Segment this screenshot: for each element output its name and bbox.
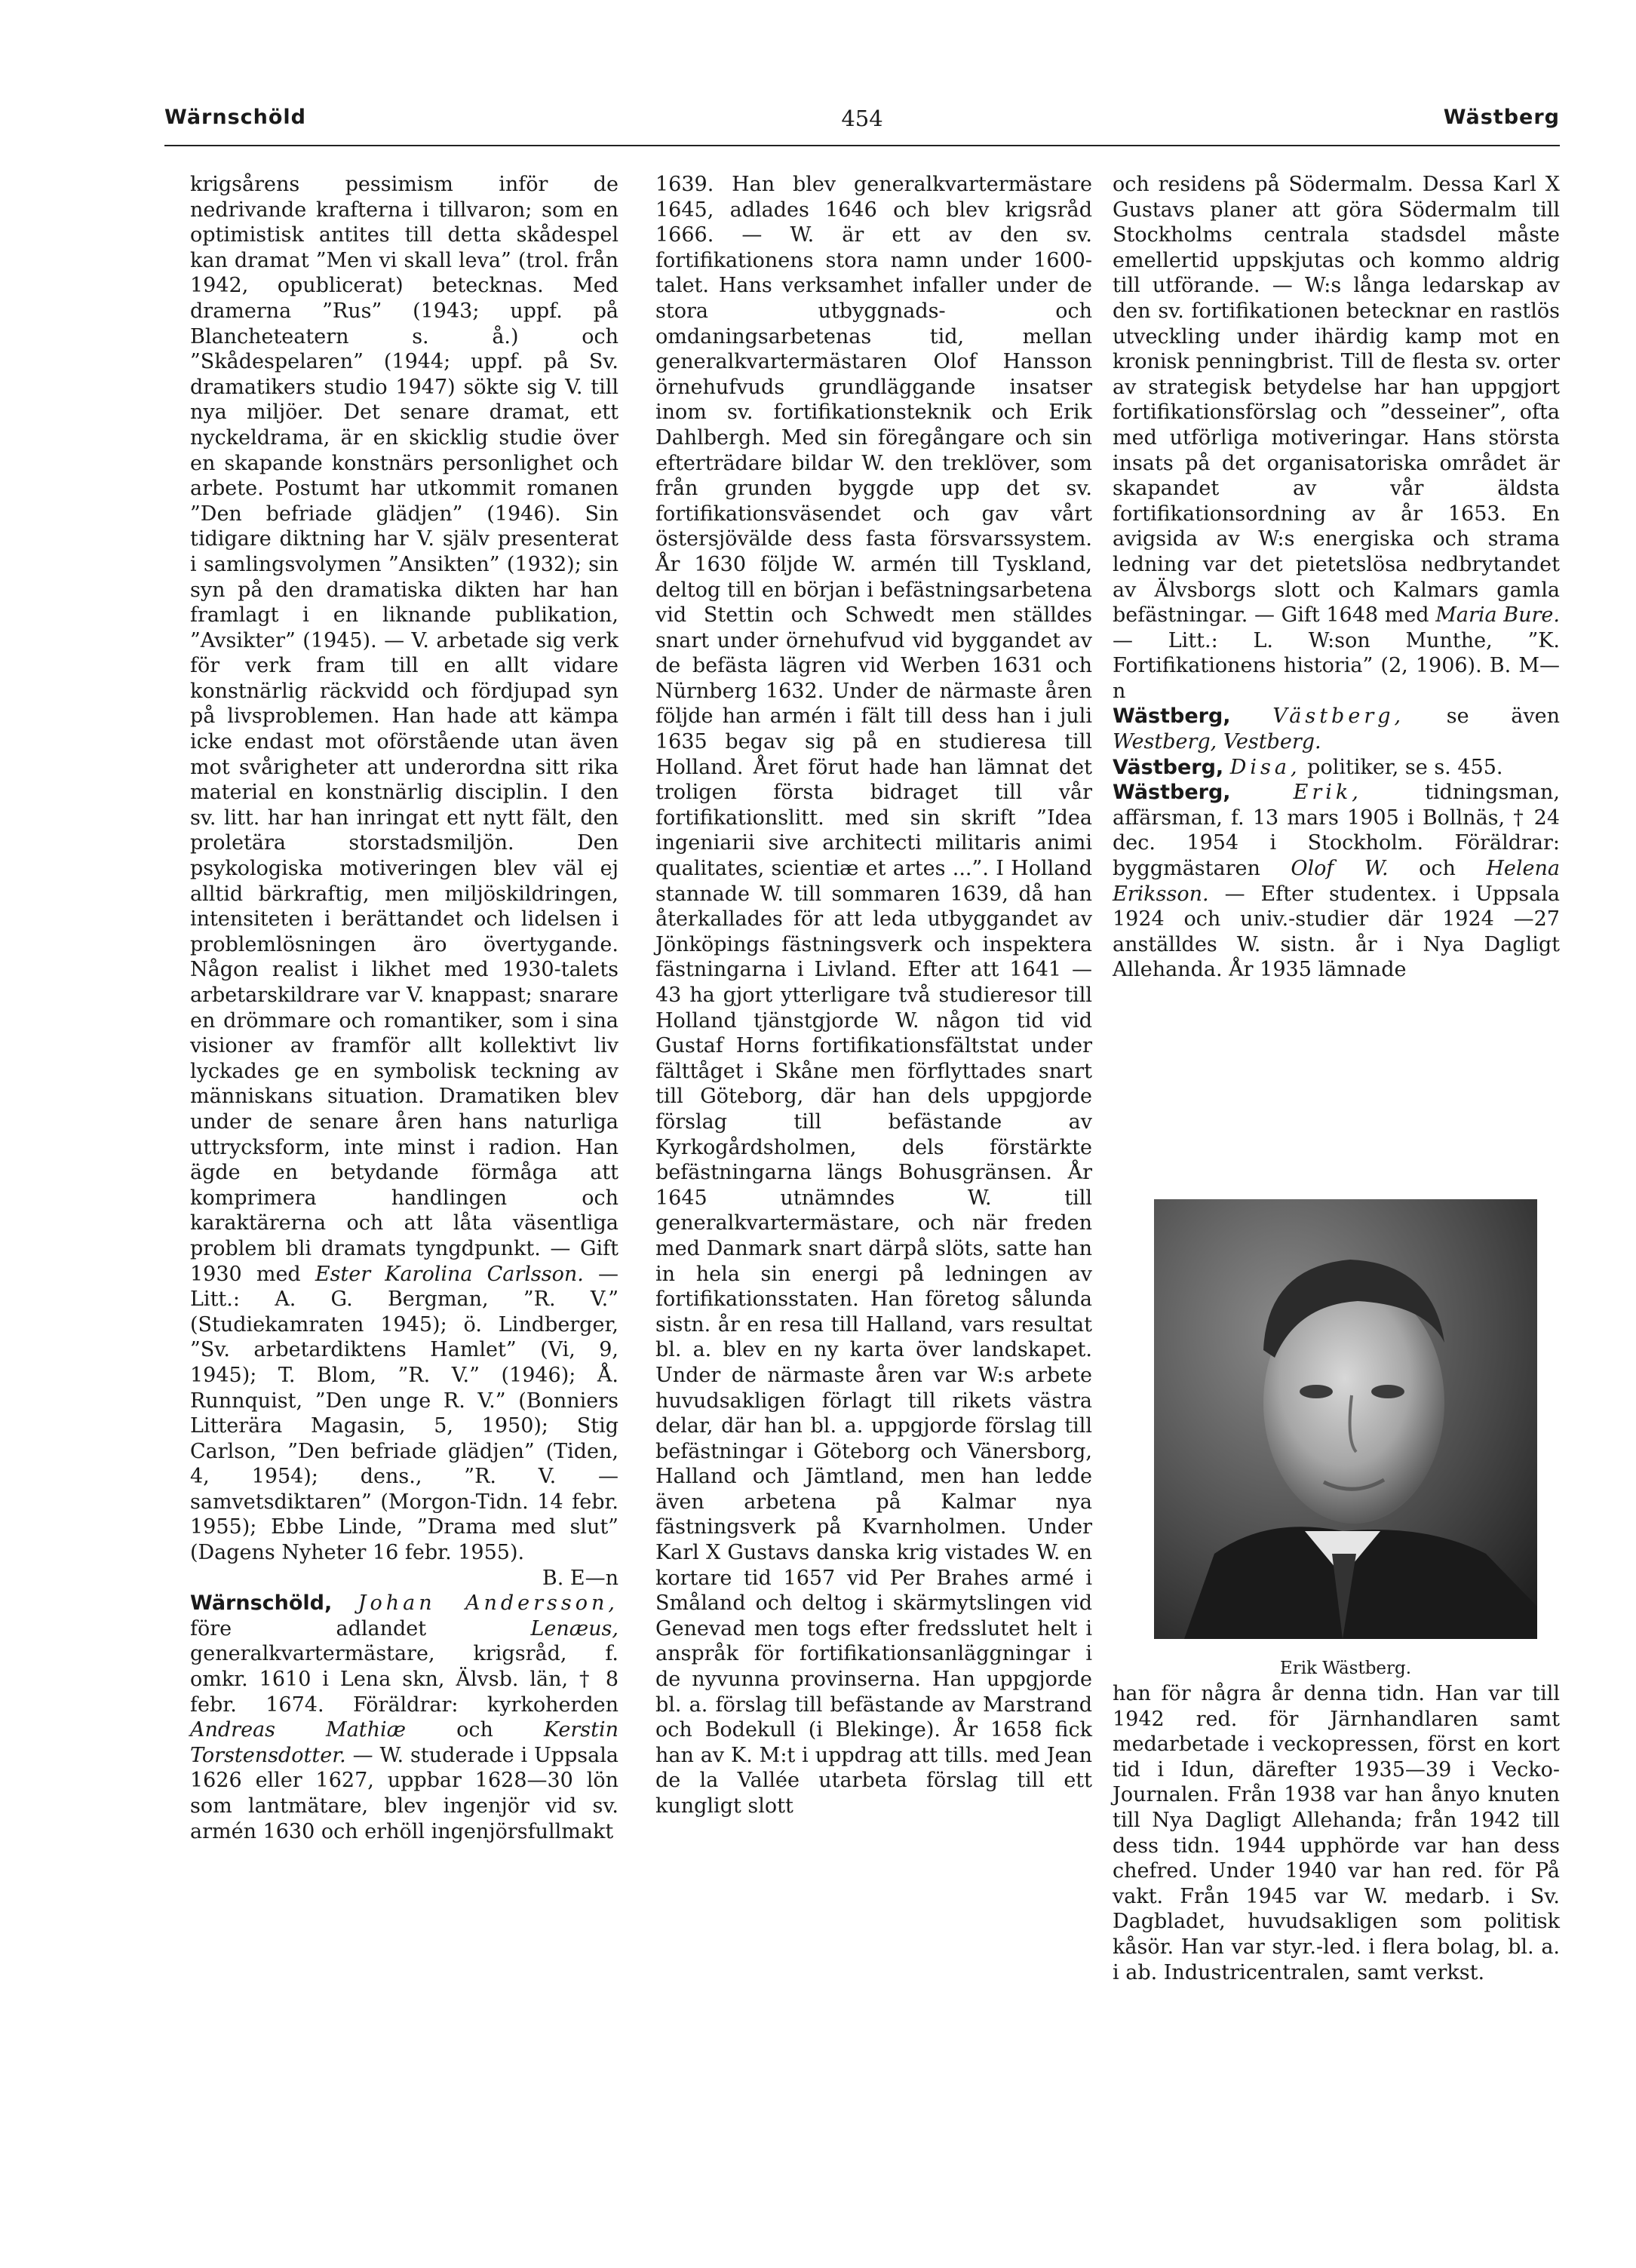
entry-warnschold-johan <box>190 1591 618 1844</box>
column-3 <box>1113 172 1560 983</box>
mother-name: Helena Eriksson. <box>1113 857 1560 906</box>
body-text: generalkvartermästare, krigsråd, f. omkr. 1610 i Lena skn, Älvsb. län, † 8 febr. 1674. Föräldrar: kyrkoherden <box>190 1642 618 1717</box>
paragraph <box>1113 172 1560 704</box>
given-name: Johan Andersson, <box>358 1591 618 1616</box>
variant-name: Västberg, <box>1272 704 1405 729</box>
father-name: Andreas Mathiæ <box>190 1718 407 1742</box>
body-text: — W. studerade i Uppsala 1626 eller 1627, uppbar 1628—30 lön som lantmätare, blev ingenjör vid sv. armén 1630 och erhöll ingenjörsfullmakt <box>190 1743 618 1843</box>
former-name: Lenæus, <box>530 1616 618 1640</box>
variant-names: Westberg, Vestberg. <box>1113 730 1321 754</box>
column-1 <box>190 172 618 1844</box>
author-signature: B. E—n <box>542 1566 618 1590</box>
given-name: Disa, <box>1229 755 1301 779</box>
conjunction: och <box>456 1718 493 1742</box>
portrait-caption: Erik Wästberg. <box>1279 1659 1412 1678</box>
entry-wastberg-erik <box>1113 780 1560 983</box>
paragraph: han för några år denna tidn. Han var till 1942 red. för Järnhandlaren samt medarbetade i veckopressen, först en kort tid i Idun, därefter 1935—39 i Vecko-Journalen. Från 1938 var han ånyo knuten till Nya Dagligt Allehanda; från 1942 till dess tidn. 1944 upphörde var han dess chefred. Under 1940 var han red. för På vakt. Från 1945 var W. medarb. i Sv. Dagbladet, huvudsakligen som politisk kåsör. Han var styr.-led. i flera bolag, bl. a. i ab. Industricentralen, samt verkst. <box>1113 1682 1560 1984</box>
entry-headword: Wästberg, <box>1113 781 1231 805</box>
cross-reference <box>1113 755 1560 781</box>
cross-reference <box>1113 704 1560 754</box>
mother-name: Kerstin Torstensdotter. <box>190 1718 618 1767</box>
paragraph <box>190 172 618 1566</box>
page-number: 454 <box>841 106 883 131</box>
body-text: krigsårens pessimism inför de nedrivande krafterna i tillvaron; som en optimistisk antites till detta skådespel kan dramat ”Men vi skall leva” (trol. från 1942, opublicerat) betecknas. Med dramerna ”Rus” (1943; uppf. på Blancheteatern s. å.) och ”Skådespelaren” (1944; uppf. på Sv. dramatikers studio 1947) sökte sig V. till nya miljöer. Det senare dramat, ett nyckeldrama, är en skicklig studie över en skapande konstnärs personlighet och arbete. Postumt har utkommit romanen ”Den befriade glädjen” (1946). Sin tidigare diktning har V. själv presenterat i samlingsvolymen ”Ansikten” (1932); sin syn på den dramatiska dikten har han framlagt i en liknande publikation, ”Avsikter” (1945). — V. arbetade sig verk för verk fram till en allt vidare konstnärlig räckvidd och fördjupad syn på livsproblemen. Han hade att kämpa icke endast mot oförstående utan även mot svårigheter att underordna sitt rika material en konstnärlig disciplin. I den sv. litt. har han inringat ett nytt fält, den proletära storstadsmiljön. Den psykologiska motiveringen blev väl ej alltid bärkraftig, men miljöskildringen, intensiteten i berättandet och lidelsen i problemlösningen äro övertygande. Någon realist i likhet med 1930-talets arbetarskildrare var V. knappast; snarare en drömmare och romantiker, som i sina visioner av framför allt kollektivt liv lyckades ge en symbolisk teckning av människans situation. Dramatiken blev under de senare åren hans naturliga uttrycksform, inte minst i radion. Han ägde en betydande förmåga att komprimera handlingen och karaktärerna och att låta väsentliga problem bli dramats tyngdpunkt. — Gift 1930 med <box>190 173 618 1286</box>
portrait-photo <box>1154 1199 1537 1639</box>
body-text: tidningsman, affärsman, f. 13 mars 1905 i Bollnäs, † 24 dec. 1954 i Stockholm. Föräldrar: byggmästaren <box>1113 781 1560 881</box>
spouse-name: Ester Karolina Carlsson. <box>315 1262 584 1286</box>
body-text: politiker, se s. 455. <box>1307 755 1503 779</box>
running-head-right: Wästberg <box>1443 106 1560 129</box>
entry-headword: Wärnschöld, <box>190 1591 333 1616</box>
spouse-name: Maria Bure. <box>1435 603 1560 628</box>
conjunction: och <box>1419 857 1456 881</box>
column-3-continued <box>1113 1681 1560 1985</box>
portrait-figure <box>1154 1199 1537 1678</box>
entry-headword: Västberg, <box>1113 755 1224 779</box>
running-head-left: Wärnschöld <box>164 106 307 129</box>
paragraph: 1639. Han blev generalkvartermästare 1645, adlades 1646 och blev krigsråd 1666. — W. är ett av den sv. fortifikationens stora namn under 1600-talet. Hans verksamhet infaller under de stora utbyggnads- och omdaningsarbetenas tid, mellan generalkvartermästaren Olof Hansson örnehufvuds grundläggande insatser inom sv. fortifikationsteknik och Erik Dahlbergh. Med sin föregångare och sin efterträdare bildar W. den treklöver, som från grunden byggde upp det sv. fortifikationsväsendet och gav vårt östersjövälde dess fasta försvarssystem. År 1630 följde W. armén till Tyskland, deltog till en början i befästningsarbetena vid Stettin och Schwedt men ställdes snart under örnehufvud vid byggandet av de befästa lägren vid Werben 1631 och Nürnberg 1632. Under de närmaste åren följde han armén i fält till dess han i juli 1635 begav sig på en studieresa till Holland. Året förut hade han lämnat det troligen första bidraget till vår fortifikationslitt. med sin skrift ”Idea ingeniarii sive architecti militaris animi qualitates, scientiæ et artes ...”. I Holland stannade W. till sommaren 1639, då han återkallades för att leda utbyggandet av Jönköpings fästningsverk och inspektera fästningarna i Livland. Efter att 1641 —43 ha gjort ytterligare två studieresor till Holland tjänstgjorde W. någon tid vid Gustaf Horns fortifikationsfältstat under fälttåget i Skåne men förflyttades snart till Göteborg, där han dels uppgjorde förslag till befästande av Kyrkogårdsholmen, dels förstärkte befästningarna längs Bohusgränsen. År 1645 utnämndes W. till generalkvartermästare, och när freden med Danmark snart därpå slöts, satte han in hela sin energi på ledningen av fortifikationsstaten. Han företog sålunda sistn. år en resa till Halland, vars resultat bl. a. blev en ny karta över landskapet. Under de närmaste åren var W:s arbete huvudsakligen förlagt till rikets västra delar, där han bl. a. uppgjorde förslag till befästningar i Göteborg och Vänersborg, Halland och Jämtland, men han ledde även arbetena på Kalmar nya fästningsverk på Kvarnholmen. Under Karl X Gustavs danska krig vistades W. en kortare tid 1657 vid Per Brahes armé i Småland och deltog i skärmytslingen vid Genevad men togs efter fredsslutet helt i anspråk för fortifikationsanläggningar i de nyvunna provinserna. Han uppgjorde bl. a. förslag till befästande av Marstrand och Bodekull (i Blekinge). År 1658 fick han av K. M:t i uppdrag att tills. med Jean de la Vallée utarbeta förslag till ett kungligt slott <box>655 173 1092 1818</box>
given-name: Erik, <box>1293 781 1362 805</box>
body-text: se även <box>1446 704 1560 729</box>
entry-headword: Wästberg, <box>1113 704 1231 729</box>
column-2 <box>655 172 1092 1819</box>
body-text: och residens på Södermalm. Dessa Karl X Gustavs planer att göra Södermalm till Stockholms centrala stadsdel måste emellertid uppskjutas och kommo aldrig till utförande. — W:s långa ledarskap av den sv. fortifikationen betecknar en rastlös utveckling under ihärdig kamp mot en kronisk penningbrist. Till de flesta sv. orter av strategisk betydelse har han uppgjort fortifikationsförslag och ”desseiner”, ofta med utförliga motiveringar. Hans största insats på det organisatoriska området är skapandet av vår äldsta fortifikationsordning av år 1653. En avigsida av W:s energiska och strama ledning var det pietetslösa nedbrytandet av Älvsborgs slott och Kalmars gamla befästningar. — Gift 1648 med <box>1113 173 1560 628</box>
portrait-illustration <box>1154 1199 1537 1639</box>
page-header <box>164 106 1560 143</box>
header-rule <box>164 145 1560 146</box>
body-text: — Efter studentex. i Uppsala 1924 och univ.-studier där 1924 —27 anställdes W. sistn. år i Nya Dagligt Allehanda. År 1935 lämnade <box>1113 882 1560 982</box>
references-text: — Litt.: A. G. Bergman, ”R. V.” (Studiekamraten 1945); ö. Lindberger, ”Sv. arbetardiktens Hamlet” (Vi, 9, 1945); T. Blom, ”R. V.” (1946); Å. Runnquist, ”Den unge R. V.” (Bonniers Litterära Magasin, 5, 1950); Stig Carlson, ”Den befriade glädjen” (Tiden, 4, 1954); dens., ”R. V. — samvetsdiktaren” (Morgon-Tidn. 14 febr. 1955); Ebbe Linde, ”Drama med slut” (Dagens Nyheter 16 febr. 1955). <box>190 1262 618 1565</box>
body-text: före adlandet <box>190 1616 427 1640</box>
father-name: Olof W. <box>1291 857 1389 881</box>
references-text: — Litt.: L. W:son Munthe, ”K. Fortifikationens historia” (2, 1906). B. M—n <box>1113 628 1560 703</box>
